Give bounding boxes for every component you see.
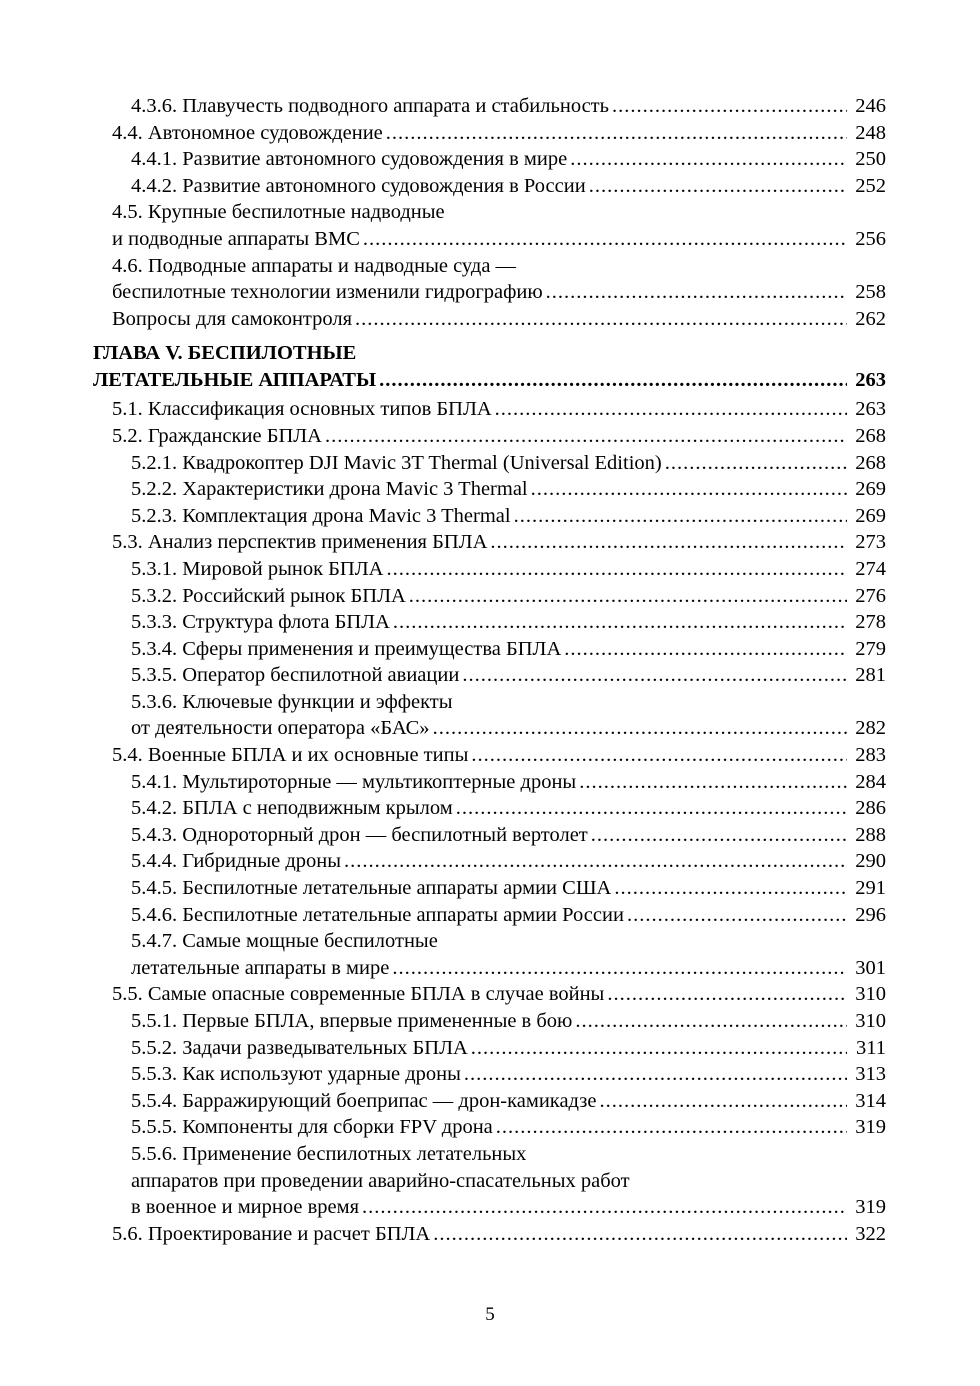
toc-entry-line bbox=[0, 795, 980, 822]
table-of-contents bbox=[0, 93, 980, 1247]
toc-entry-line bbox=[0, 1114, 980, 1141]
toc-entry[interactable] bbox=[0, 848, 980, 875]
dot-leader bbox=[386, 556, 847, 583]
dot-leader bbox=[546, 279, 847, 306]
dot-leader bbox=[362, 1194, 847, 1221]
dot-leader bbox=[490, 529, 847, 556]
dot-leader bbox=[456, 795, 847, 822]
toc-entry-line bbox=[0, 367, 980, 394]
toc-page-number: 274 bbox=[855, 557, 886, 580]
dot-leader bbox=[514, 503, 847, 530]
toc-page-number: 301 bbox=[855, 956, 886, 979]
toc-entry-line bbox=[0, 1061, 980, 1088]
toc-entry[interactable] bbox=[0, 450, 980, 477]
toc-page-number: 268 bbox=[855, 424, 886, 447]
toc-entry-line bbox=[0, 199, 980, 226]
toc-entry[interactable] bbox=[0, 173, 980, 200]
toc-entry-title: 5.4.7. Самые мощные беспилотные bbox=[131, 930, 438, 953]
toc-page-number: 263 bbox=[855, 398, 886, 421]
dot-leader bbox=[462, 662, 847, 689]
toc-page-number: 311 bbox=[856, 1036, 886, 1059]
toc-entry-title: 4.4.2. Развитие автономного судовождения в России bbox=[131, 174, 586, 197]
dot-leader bbox=[325, 423, 847, 450]
dot-leader bbox=[612, 93, 847, 120]
toc-entry-title: 5.2.2. Характеристики дрона Mavic 3 Thermal bbox=[131, 478, 528, 501]
toc-entry[interactable] bbox=[0, 636, 980, 663]
toc-page-number: 288 bbox=[855, 823, 886, 846]
dot-leader bbox=[614, 875, 847, 902]
toc-entry[interactable] bbox=[0, 742, 980, 769]
dot-leader bbox=[589, 173, 847, 200]
dot-leader bbox=[570, 146, 847, 173]
dot-leader bbox=[386, 120, 847, 147]
toc-entry-line bbox=[0, 556, 980, 583]
dot-leader bbox=[392, 955, 847, 982]
dot-leader bbox=[471, 1035, 847, 1062]
toc-entry-title: 5.3.1. Мировой рынок БПЛА bbox=[131, 557, 384, 580]
toc-entry-line bbox=[0, 340, 980, 367]
dot-leader bbox=[495, 396, 847, 423]
toc-entry[interactable] bbox=[0, 396, 980, 423]
toc-page-number: 322 bbox=[855, 1222, 886, 1245]
toc-entry-line bbox=[0, 306, 980, 333]
toc-entry-line bbox=[0, 1194, 980, 1221]
toc-entry-line bbox=[0, 902, 980, 929]
toc-entry-title: 5.5.1. Первые БПЛА, впервые примененные в бою bbox=[131, 1010, 573, 1032]
toc-entry-line bbox=[0, 450, 980, 477]
toc-entry-line bbox=[0, 689, 980, 716]
toc-page-number: 282 bbox=[855, 717, 886, 740]
toc-entry-line bbox=[0, 981, 980, 1008]
dot-leader bbox=[379, 367, 847, 394]
toc-entry-title: 5.4.6. Беспилотные летательные аппараты армии России bbox=[131, 903, 624, 926]
toc-page-number: 283 bbox=[855, 744, 886, 767]
toc-entry[interactable] bbox=[0, 423, 980, 450]
toc-entry[interactable] bbox=[0, 556, 980, 583]
toc-entry[interactable] bbox=[0, 93, 980, 120]
toc-entry-title: 5.5.5. Компоненты для сборки FPV дрона bbox=[131, 1116, 493, 1139]
toc-entry-title: 5.3.2. Российский рынок БПЛА bbox=[131, 584, 406, 607]
toc-entry-title: 4.5. Крупные беспилотные надводные bbox=[112, 201, 445, 224]
toc-entry[interactable] bbox=[0, 529, 980, 556]
toc-entry-title: 5.3.4. Сферы применения и преимущества БПЛА bbox=[131, 637, 562, 660]
toc-entry-title: летательные аппараты в мире bbox=[131, 956, 390, 979]
toc-page-number: 290 bbox=[855, 850, 886, 873]
toc-entry[interactable] bbox=[0, 120, 980, 147]
dot-leader bbox=[591, 822, 847, 849]
toc-page-number: 281 bbox=[855, 664, 886, 687]
toc-entry[interactable] bbox=[0, 769, 980, 796]
toc-entry-title: 5.3. Анализ перспектив применения БПЛА bbox=[112, 531, 488, 554]
toc-entry-title: и подводные аппараты ВМС bbox=[112, 227, 360, 250]
toc-page-number: 286 bbox=[855, 797, 886, 820]
toc-entry[interactable] bbox=[0, 1035, 980, 1062]
toc-entry[interactable] bbox=[0, 253, 980, 306]
toc-entry[interactable] bbox=[0, 1088, 980, 1115]
toc-entry-line bbox=[0, 1221, 980, 1248]
toc-page-number: 313 bbox=[855, 1063, 886, 1086]
toc-page-number: 279 bbox=[855, 637, 886, 660]
toc-page-number: 248 bbox=[855, 121, 886, 144]
toc-entry-line bbox=[0, 93, 980, 120]
toc-page-number: 263 bbox=[855, 369, 886, 392]
dot-leader bbox=[607, 981, 847, 1008]
toc-entry-title: 5.5.4. Барражирующий боеприпас — дрон-камикадзе bbox=[131, 1089, 597, 1112]
toc-entry-line bbox=[0, 875, 980, 902]
toc-entry[interactable] bbox=[0, 503, 980, 530]
toc-entry-title: 4.3.6. Плавучесть подводного аппарата и стабильность bbox=[131, 95, 609, 117]
toc-entry-title: 5.5.6. Применение беспилотных летательных bbox=[131, 1142, 527, 1165]
toc-entry-title: беспилотные технологии изменили гидрографию bbox=[112, 281, 543, 304]
dot-leader bbox=[575, 1008, 847, 1035]
toc-entry-line bbox=[0, 848, 980, 875]
toc-entry-title: 5.4.4. Гибридные дроны bbox=[131, 850, 342, 873]
toc-entry-title: ЛЕТАТЕЛЬНЫЕ АППАРАТЫ bbox=[93, 369, 377, 392]
toc-page-number: 310 bbox=[855, 983, 886, 1006]
toc-entry-line bbox=[0, 928, 980, 955]
toc-entry-title: 5.4.2. БПЛА с неподвижным крылом bbox=[131, 797, 453, 820]
toc-entry-line bbox=[0, 609, 980, 636]
toc-entry[interactable] bbox=[0, 981, 980, 1008]
toc-entry-title: 5.2.3. Комплектация дрона Mavic 3 Thermal bbox=[131, 504, 511, 527]
dot-leader bbox=[409, 583, 847, 610]
dot-leader bbox=[471, 742, 847, 769]
toc-entry-line bbox=[0, 503, 980, 530]
toc-entry-line bbox=[0, 253, 980, 280]
toc-entry-line bbox=[0, 173, 980, 200]
toc-entry[interactable] bbox=[0, 1114, 980, 1141]
toc-page-number: 319 bbox=[855, 1196, 886, 1219]
dot-leader bbox=[363, 226, 847, 253]
toc-entry-line bbox=[0, 1168, 980, 1195]
toc-entry-title: 5.2.1. Квадрокоптер DJI Mavic 3T Thermal (Universal Edition) bbox=[131, 451, 662, 474]
toc-entry-line bbox=[0, 1008, 980, 1035]
toc-entry-line bbox=[0, 1141, 980, 1168]
dot-leader bbox=[355, 306, 847, 333]
dot-leader bbox=[464, 1061, 847, 1088]
toc-page-number: 246 bbox=[855, 95, 886, 117]
toc-page-number: 319 bbox=[855, 1116, 886, 1139]
toc-entry-title: 5.1. Классификация основных типов БПЛА bbox=[112, 398, 492, 421]
dot-leader bbox=[599, 1088, 847, 1115]
dot-leader bbox=[564, 636, 847, 663]
toc-page-number: 284 bbox=[855, 770, 886, 793]
toc-entry[interactable] bbox=[0, 822, 980, 849]
toc-entry-title: 5.4. Военные БПЛА и их основные типы bbox=[112, 744, 469, 767]
toc-chapter-heading[interactable] bbox=[0, 340, 980, 394]
toc-entry[interactable] bbox=[0, 583, 980, 610]
toc-entry[interactable] bbox=[0, 689, 980, 742]
toc-entry-line bbox=[0, 662, 980, 689]
dot-leader bbox=[433, 715, 847, 742]
toc-page-number: 296 bbox=[855, 903, 886, 926]
toc-entry[interactable] bbox=[0, 609, 980, 636]
toc-entry-title: 5.4.1. Мультироторные — мультикоптерные дроны bbox=[131, 770, 577, 793]
toc-entry[interactable] bbox=[0, 476, 980, 503]
dot-leader bbox=[496, 1114, 847, 1141]
toc-entry-title: 5.3.6. Ключевые функции и эффекты bbox=[131, 690, 453, 713]
toc-entry-title: 5.6. Проектирование и расчет БПЛА bbox=[112, 1222, 431, 1245]
toc-entry-line bbox=[0, 146, 980, 173]
toc-entry-line bbox=[0, 226, 980, 253]
toc-entry-title: 5.4.5. Беспилотные летательные аппараты армии США bbox=[131, 877, 612, 900]
toc-entry[interactable] bbox=[0, 875, 980, 902]
toc-entry-line bbox=[0, 636, 980, 663]
toc-entry-line bbox=[0, 955, 980, 982]
toc-entry-title: 5.5. Самые опасные современные БПЛА в случае войны bbox=[112, 983, 605, 1006]
toc-entry[interactable] bbox=[0, 146, 980, 173]
toc-entry-line bbox=[0, 1088, 980, 1115]
dot-leader bbox=[627, 902, 847, 929]
toc-entry-line bbox=[0, 742, 980, 769]
toc-page-number: 291 bbox=[855, 877, 886, 900]
toc-entry-title: ГЛАВА V. БЕСПИЛОТНЫЕ bbox=[93, 342, 357, 365]
toc-entry-line bbox=[0, 396, 980, 423]
toc-entry[interactable] bbox=[0, 1061, 980, 1088]
dot-leader bbox=[531, 476, 847, 503]
dot-leader bbox=[665, 450, 847, 477]
toc-entry-title: от деятельности оператора «БАС» bbox=[131, 717, 430, 740]
toc-entry[interactable] bbox=[0, 902, 980, 929]
toc-entry[interactable] bbox=[0, 199, 980, 252]
toc-entry-line bbox=[0, 583, 980, 610]
dot-leader bbox=[344, 848, 847, 875]
toc-page-number: 252 bbox=[855, 174, 886, 197]
toc-entry[interactable] bbox=[0, 1221, 980, 1248]
toc-entry-title: 5.5.3. Как используют ударные дроны bbox=[131, 1063, 461, 1086]
toc-entry-line bbox=[0, 279, 980, 306]
toc-entry-line bbox=[0, 423, 980, 450]
toc-page-number: 269 bbox=[855, 478, 886, 501]
toc-entry-line bbox=[0, 120, 980, 147]
toc-entry[interactable] bbox=[0, 662, 980, 689]
toc-entry[interactable] bbox=[0, 795, 980, 822]
page-number: 5 bbox=[485, 1304, 495, 1325]
dot-leader bbox=[393, 609, 847, 636]
toc-page-number: 278 bbox=[855, 611, 886, 634]
toc-entry[interactable] bbox=[0, 1141, 980, 1221]
toc-entry[interactable] bbox=[0, 1008, 980, 1035]
toc-page-number: 256 bbox=[855, 227, 886, 250]
toc-entry-title: аппаратов при проведении аварийно-спасательных работ bbox=[131, 1169, 630, 1192]
toc-entry-title: 5.3.5. Оператор беспилотной авиации bbox=[131, 664, 460, 687]
toc-entry-title: Вопросы для самоконтроля bbox=[112, 307, 353, 330]
toc-page-number: 262 bbox=[855, 307, 886, 330]
toc-page-number: 269 bbox=[855, 504, 886, 527]
toc-entry-title: 4.4.1. Развитие автономного судовождения в мире bbox=[131, 148, 568, 171]
toc-entry-title: 4.4. Автономное судовождение bbox=[112, 121, 383, 144]
toc-entry[interactable] bbox=[0, 306, 980, 333]
toc-page-number: 310 bbox=[855, 1010, 886, 1032]
toc-entry-title: 5.3.3. Структура флота БПЛА bbox=[131, 611, 390, 634]
toc-entry-line bbox=[0, 529, 980, 556]
toc-page-number: 273 bbox=[855, 531, 886, 554]
toc-entry-line bbox=[0, 822, 980, 849]
toc-page-number: 258 bbox=[855, 281, 886, 304]
toc-entry-line bbox=[0, 476, 980, 503]
toc-entry-title: 4.6. Подводные аппараты и надводные суда — bbox=[112, 254, 517, 277]
toc-page-number: 268 bbox=[855, 451, 886, 474]
dot-leader bbox=[433, 1221, 847, 1248]
toc-page-number: 250 bbox=[855, 148, 886, 171]
toc-entry-title: в военное и мирное время bbox=[131, 1196, 360, 1219]
toc-page-number: 276 bbox=[855, 584, 886, 607]
toc-entry-line bbox=[0, 715, 980, 742]
toc-entry-title: 5.4.3. Однороторный дрон — беспилотный вертолет bbox=[131, 823, 588, 846]
toc-entry-line bbox=[0, 769, 980, 796]
toc-entry[interactable] bbox=[0, 928, 980, 981]
toc-page-number: 314 bbox=[855, 1089, 886, 1112]
toc-entry-line bbox=[0, 1035, 980, 1062]
dot-leader bbox=[579, 769, 847, 796]
toc-entry-title: 5.5.2. Задачи разведывательных БПЛА bbox=[131, 1036, 468, 1059]
toc-entry-title: 5.2. Гражданские БПЛА bbox=[112, 424, 322, 447]
